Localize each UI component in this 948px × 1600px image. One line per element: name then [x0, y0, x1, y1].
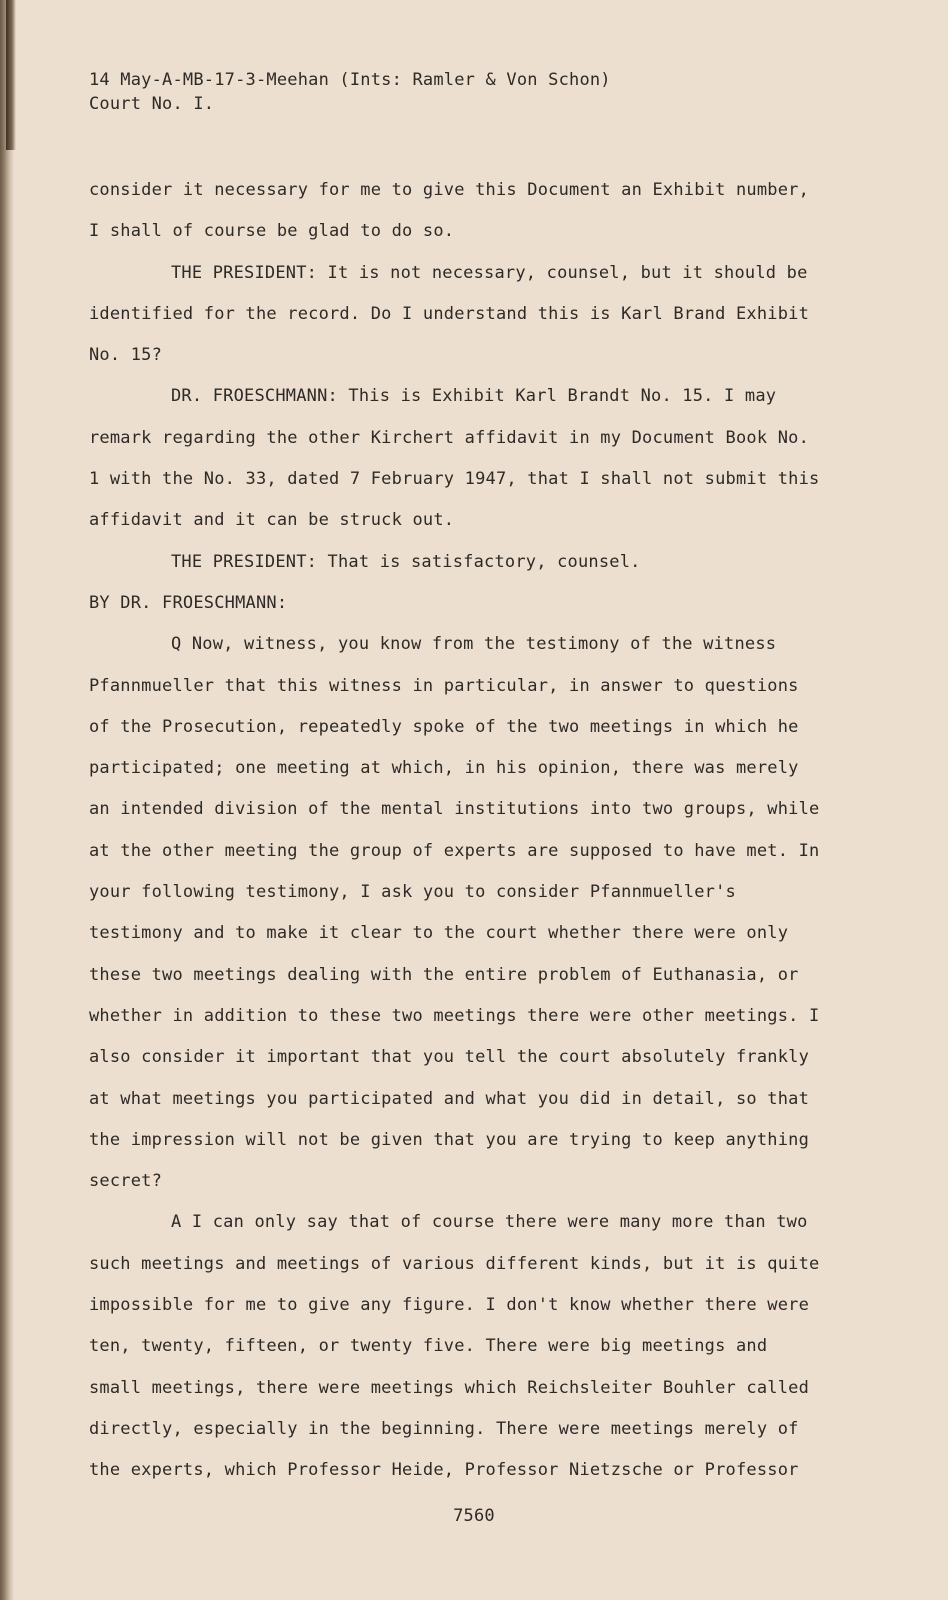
paragraph-froeschmann: DR. FROESCHMANN: This is Exhibit Karl Brandt No. 15. I may remark regarding the other Kirchert affidavit in my Document Book No. 1 with the No. 33, dated 7 February 1947, that I shall not submit this affidavit and it can be struck out. [89, 386, 820, 531]
page-number: 7560 [453, 1506, 495, 1526]
paragraph-continuation: consider it necessary for me to give this Document an Exhibit number, I shall of course be glad to do so. [89, 180, 810, 242]
paragraph-answer: A I can only say that of course there were many more than two such meetings and meetings of various different kinds, but it is quite impossible for me to give any figure. I don't know whether there were ten, twenty, fifteen, or twenty five. There were big meetings and small meetings, there were meetings which Reichsleiter Bouhler called directly, especially in the beginning. There were meetings merely of the experts, which Professor Heide, Professor Nietzsche or Professor [89, 1212, 820, 1481]
paragraph-president-2: THE PRESIDENT: That is satisfactory, counsel. [171, 551, 641, 572]
transcript-body [89, 170, 829, 1492]
header-court-line: Court No. I. [89, 94, 215, 114]
header-session-line: 14 May-A-MB-17-3-Meehan (Ints: Ramler & Von Schon) [89, 70, 611, 90]
examiner-heading: BY DR. FROESCHMANN: [89, 592, 288, 613]
paragraph-question: Q Now, witness, you know from the testimony of the witness Pfannmueller that this witness in particular, in answer to questions of the Prosecution, repeatedly spoke of the two meetings in which he participated; one meeting at which, in his opinion, there was merely an intended division of the mental institutions into two groups, while at the other meeting the group of experts are supposed to have met. In your following testimony, I ask you to consider Pfannmueller's testimony and to make it clear to the court whether there were only these two meetings dealing with the entire problem of Euthanasia, or whether in addition to these two meetings there were other meetings. I also consider it important that you tell the court absolutely frankly at what meetings you participated and what you did in detail, so that the impression will not be given that you are trying to keep anything secret? [89, 634, 820, 1192]
paragraph-president-1: THE PRESIDENT: It is not necessary, counsel, but it should be identified for the record. Do I understand this is Karl Brand Exhibit No. 15? [89, 262, 810, 366]
